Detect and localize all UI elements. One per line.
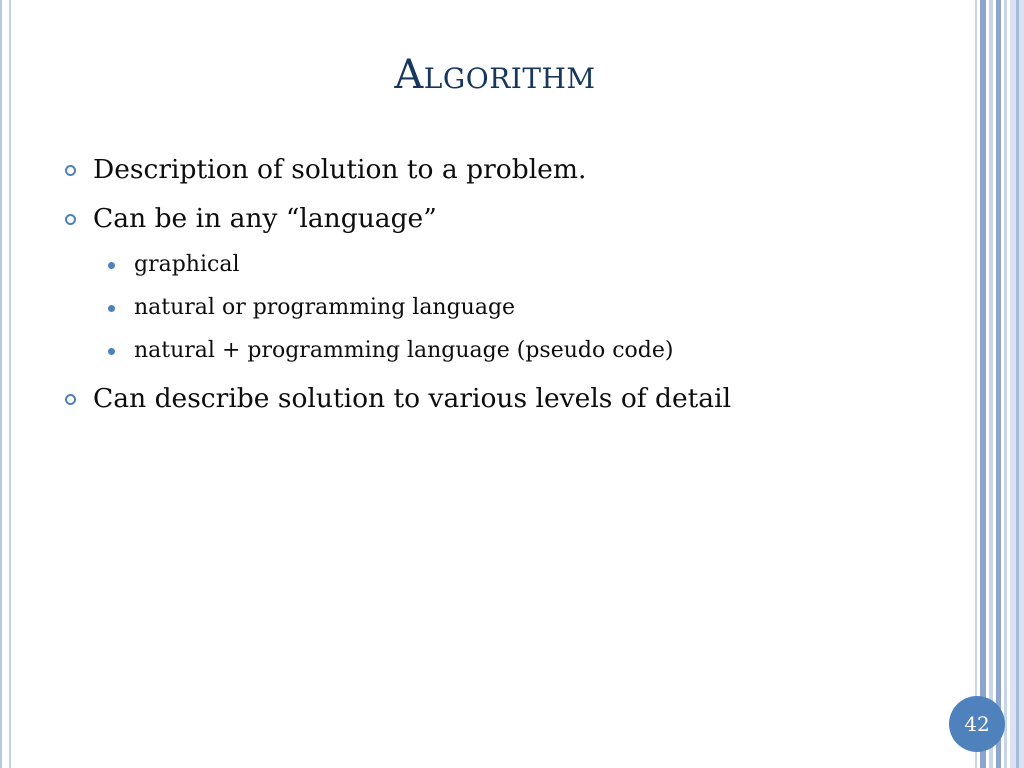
right-frame-stripe	[980, 0, 986, 768]
ring-bullet-icon	[65, 165, 76, 176]
bullet-item	[62, 381, 962, 417]
sub-bullet-item	[105, 293, 962, 323]
bullet-item	[62, 152, 962, 188]
right-frame-stripe	[996, 0, 1001, 768]
right-frame-stripe	[1016, 0, 1019, 768]
bullet-item	[62, 201, 962, 237]
sub-bullet-text: natural + programming language (pseudo code)	[134, 338, 674, 363]
dot-bullet-icon	[108, 305, 115, 312]
page-number-badge: 42	[949, 696, 1005, 752]
bullet-text: Can be in any “language”	[93, 203, 437, 234]
bullet-list	[62, 152, 962, 430]
dot-bullet-icon	[108, 348, 115, 355]
bullet-text: Can describe solution to various levels of detail	[93, 383, 732, 414]
ring-bullet-icon	[65, 214, 76, 225]
dot-bullet-icon	[108, 262, 115, 269]
left-frame-stripe	[0, 0, 2, 768]
right-frame-stripe	[1004, 0, 1007, 768]
sub-bullet-text: graphical	[134, 252, 240, 277]
slide-title: Algorithm	[394, 52, 596, 98]
sub-bullet-item	[105, 336, 962, 366]
sub-bullet-item	[105, 250, 962, 280]
sub-bullet-text: natural or programming language	[134, 295, 516, 320]
bullet-text: Description of solution to a problem.	[93, 154, 587, 185]
left-frame-stripe	[9, 0, 11, 768]
right-frame-stripe	[975, 0, 977, 768]
right-frame-stripe	[989, 0, 993, 768]
ring-bullet-icon	[65, 394, 76, 405]
